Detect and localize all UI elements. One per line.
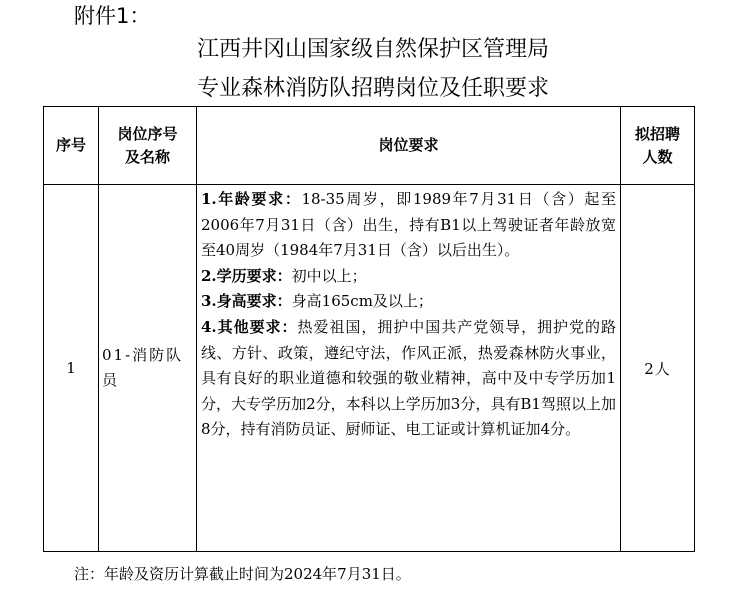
requirement-other-label: 4.其他要求： <box>201 317 298 336</box>
cell-seq: 1 <box>44 185 99 552</box>
requirement-education-text: 初中以上； <box>291 266 367 285</box>
header-count-line-2: 人数 <box>642 147 673 166</box>
document-title-line-1: 江西井冈山国家级自然保护区管理局 <box>196 37 549 62</box>
footnote: 注：年龄及资历计算截止时间为2024年7月31日。 <box>74 565 411 583</box>
document-title-line-2: 专业森林消防队招聘岗位及任职要求 <box>196 76 549 101</box>
header-requirements: 岗位要求 <box>197 107 621 185</box>
requirement-education-label: 2.学历要求： <box>201 266 292 285</box>
requirement-height-label: 3.身高要求： <box>201 292 292 311</box>
requirement-education <box>201 264 616 290</box>
requirement-age <box>201 187 616 264</box>
header-position-line-2: 及名称 <box>124 147 170 166</box>
cell-position: 01-消防队员 <box>99 185 197 552</box>
table-row <box>44 185 695 552</box>
requirement-other <box>201 315 616 443</box>
requirement-age-text: 18-35周岁，即1989年7月31日（含）起至2006年7月31日（含）出生，持有B1以上驾驶证者年龄放宽至40周岁（1984年7月31日（含）以后出生）。 <box>201 190 616 260</box>
requirement-other-text: 热爱祖国，拥护中国共产党领导，拥护党的路线、方针、政策，遵纪守法，作风正派，热爱森林防火事业，具有良好的职业道德和较强的敬业精神，高中及中专学历加1分，大专学历加2分，本科以上学历加3分，具有B1驾照以上加8分，持有消防员证、厨师证、电工证或计算机证加4分。 <box>201 317 616 439</box>
header-position-line-1: 岗位序号 <box>117 124 178 143</box>
requirement-height-text: 身高165cm及以上； <box>291 292 433 311</box>
cell-requirements <box>197 185 621 552</box>
table-header-row <box>44 107 695 185</box>
header-count-line-1: 拟招聘 <box>634 124 680 143</box>
attachment-label: 附件1： <box>74 4 151 28</box>
header-position <box>99 107 197 185</box>
requirement-height <box>201 289 616 315</box>
requirement-age-label: 1.年龄要求： <box>201 190 302 208</box>
header-count <box>621 107 695 185</box>
cell-count: 2人 <box>621 185 695 552</box>
recruitment-table <box>43 106 695 552</box>
header-seq: 序号 <box>44 107 99 185</box>
